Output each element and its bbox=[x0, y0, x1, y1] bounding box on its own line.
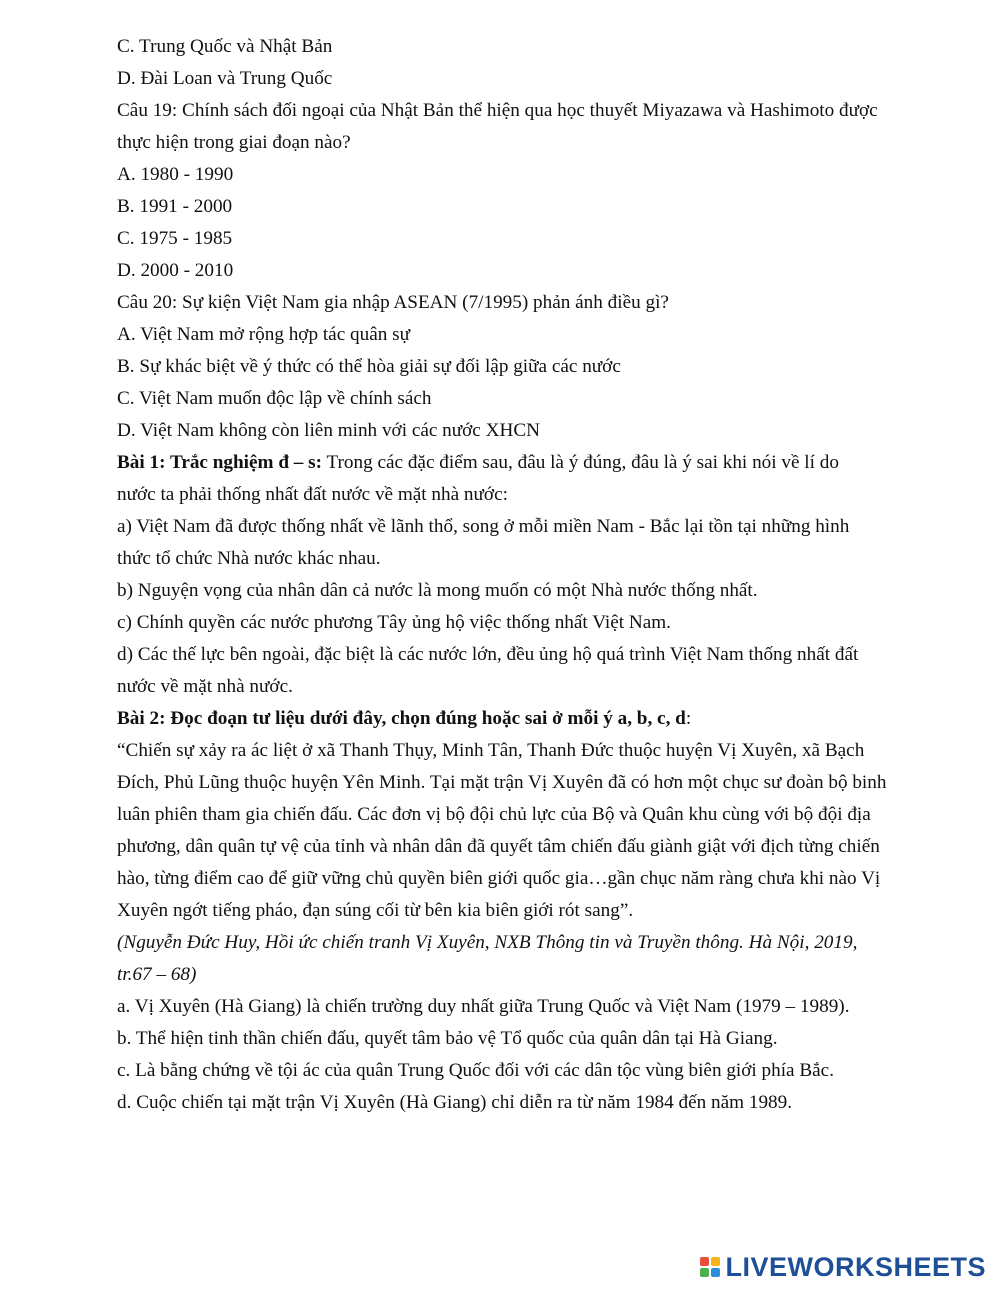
question-20-option-d: D. Việt Nam không còn liên minh với các nước XHCN bbox=[117, 420, 540, 441]
question-19-option-b: B. 1991 - 2000 bbox=[117, 196, 233, 217]
exercise-1-statement-a-line2: thức tổ chức Nhà nước khác nhau. bbox=[117, 548, 381, 569]
quote-line: “Chiến sự xảy ra ác liệt ở xã Thanh Thụy, Minh Tân, Thanh Đức thuộc huyện Vị Xuyên, xã Bạch bbox=[117, 740, 865, 761]
exercise-1 bbox=[117, 447, 972, 703]
exercise-2-title-colon: : bbox=[685, 708, 692, 729]
question-20-option-c: C. Việt Nam muốn độc lập về chính sách bbox=[117, 388, 432, 409]
exercise-2-quote bbox=[117, 735, 972, 927]
quote-line: hào, từng điểm cao để giữ vững chủ quyền biên giới quốc gia…gần chục năm ràng chưa khi nào Vị bbox=[117, 868, 881, 889]
question-20-text: Câu 20: Sự kiện Việt Nam gia nhập ASEAN (7/1995) phản ánh điều gì? bbox=[117, 292, 669, 313]
exercise-1-intro-line2: nước ta phải thống nhất đất nước về mặt nhà nước: bbox=[117, 484, 508, 505]
logo-block bbox=[711, 1257, 720, 1266]
question-20-option-a: A. Việt Nam mở rộng hợp tác quân sự bbox=[117, 324, 410, 345]
exercise-1-intro-line1 bbox=[117, 447, 972, 479]
logo-text: LIVEWORKSHEETS bbox=[725, 1251, 986, 1282]
exercise-1-statement-c: c) Chính quyền các nước phương Tây ủng hộ việc thống nhất Việt Nam. bbox=[117, 612, 671, 633]
option-d-previous: D. Đài Loan và Trung Quốc bbox=[117, 68, 333, 89]
question-20-option-b: B. Sự khác biệt về ý thức có thể hòa giải sự đối lập giữa các nước bbox=[117, 356, 621, 377]
exercise-1-statement-b: b) Nguyện vọng của nhân dân cả nước là mong muốn có một Nhà nước thống nhất. bbox=[117, 580, 758, 601]
worksheet-page bbox=[117, 31, 972, 1119]
exercise-2-citation-line1: (Nguyễn Đức Huy, Hồi ức chiến tranh Vị Xuyên, NXB Thông tin và Truyền thông. Hà Nội, 2019, bbox=[117, 932, 858, 953]
logo-blocks-icon bbox=[700, 1257, 720, 1277]
exercise-2-statement-b: b. Thể hiện tinh thần chiến đấu, quyết tâm bảo vệ Tổ quốc của quân dân tại Hà Giang. bbox=[117, 1028, 778, 1049]
liveworksheets-logo bbox=[700, 1252, 986, 1282]
exercise-2-statement-a: a. Vị Xuyên (Hà Giang) là chiến trường duy nhất giữa Trung Quốc và Việt Nam (1979 – 1989). bbox=[117, 996, 850, 1017]
question-19-text-line1: Câu 19: Chính sách đối ngoại của Nhật Bản thể hiện qua học thuyết Miyazawa và Hashimoto được bbox=[117, 100, 878, 121]
question-20 bbox=[117, 287, 972, 447]
quote-line: phương, dân quân tự vệ của tỉnh và nhân dân đã quyết tâm chiến đấu giành giật với địch từng chiến bbox=[117, 836, 880, 857]
exercise-1-intro-text: Trong các đặc điểm sau, đâu là ý đúng, đâu là ý sai khi nói về lí do bbox=[322, 452, 839, 473]
quote-line: Xuyên ngớt tiếng pháo, đạn súng cối từ bên kia biên giới rót sang”. bbox=[117, 900, 634, 921]
exercise-2-title: Bài 2: Đọc đoạn tư liệu dưới đây, chọn đúng hoặc sai ở mỗi ý a, b, c, d bbox=[117, 708, 686, 729]
option-c-previous: C. Trung Quốc và Nhật Bản bbox=[117, 36, 333, 57]
question-19 bbox=[117, 95, 972, 287]
exercise-2-heading bbox=[117, 703, 972, 735]
question-19-option-a: A. 1980 - 1990 bbox=[117, 164, 234, 185]
logo-block bbox=[711, 1268, 720, 1277]
exercise-1-title: Bài 1: Trắc nghiệm đ – s: bbox=[117, 452, 323, 473]
exercise-2-statement-d: d. Cuộc chiến tại mặt trận Vị Xuyên (Hà Giang) chỉ diễn ra từ năm 1984 đến năm 1989. bbox=[117, 1092, 793, 1113]
exercise-1-statement-a-line1: a) Việt Nam đã được thống nhất về lãnh thổ, song ở mỗi miền Nam - Bắc lại tồn tại những hình bbox=[117, 516, 850, 537]
exercise-1-statement-d-line1: d) Các thế lực bên ngoài, đặc biệt là các nước lớn, đều ủng hộ quá trình Việt Nam thống nhất đất bbox=[117, 644, 859, 665]
question-19-option-c: C. 1975 - 1985 bbox=[117, 228, 233, 249]
quote-line: Đích, Phủ Lũng thuộc huyện Yên Minh. Tại mặt trận Vị Xuyên đã có hơn một chục sư đoàn bộ binh bbox=[117, 772, 887, 793]
exercise-2-statement-c: c. Là bằng chứng về tội ác của quân Trung Quốc đối với các dân tộc vùng biên giới phía Bắc. bbox=[117, 1060, 834, 1081]
quote-line: luân phiên tham gia chiến đấu. Các đơn vị bộ đội chủ lực của Bộ và Quân khu cùng với bộ đội địa bbox=[117, 804, 871, 825]
logo-block bbox=[700, 1257, 709, 1266]
question-19-text-line2: thực hiện trong giai đoạn nào? bbox=[117, 132, 351, 153]
exercise-1-statement-d-line2: nước về mặt nhà nước. bbox=[117, 676, 293, 697]
exercise-2-citation-line2: tr.67 – 68) bbox=[117, 964, 197, 985]
question-19-option-d: D. 2000 - 2010 bbox=[117, 260, 234, 281]
logo-block bbox=[700, 1268, 709, 1277]
exercise-2 bbox=[117, 703, 972, 1119]
